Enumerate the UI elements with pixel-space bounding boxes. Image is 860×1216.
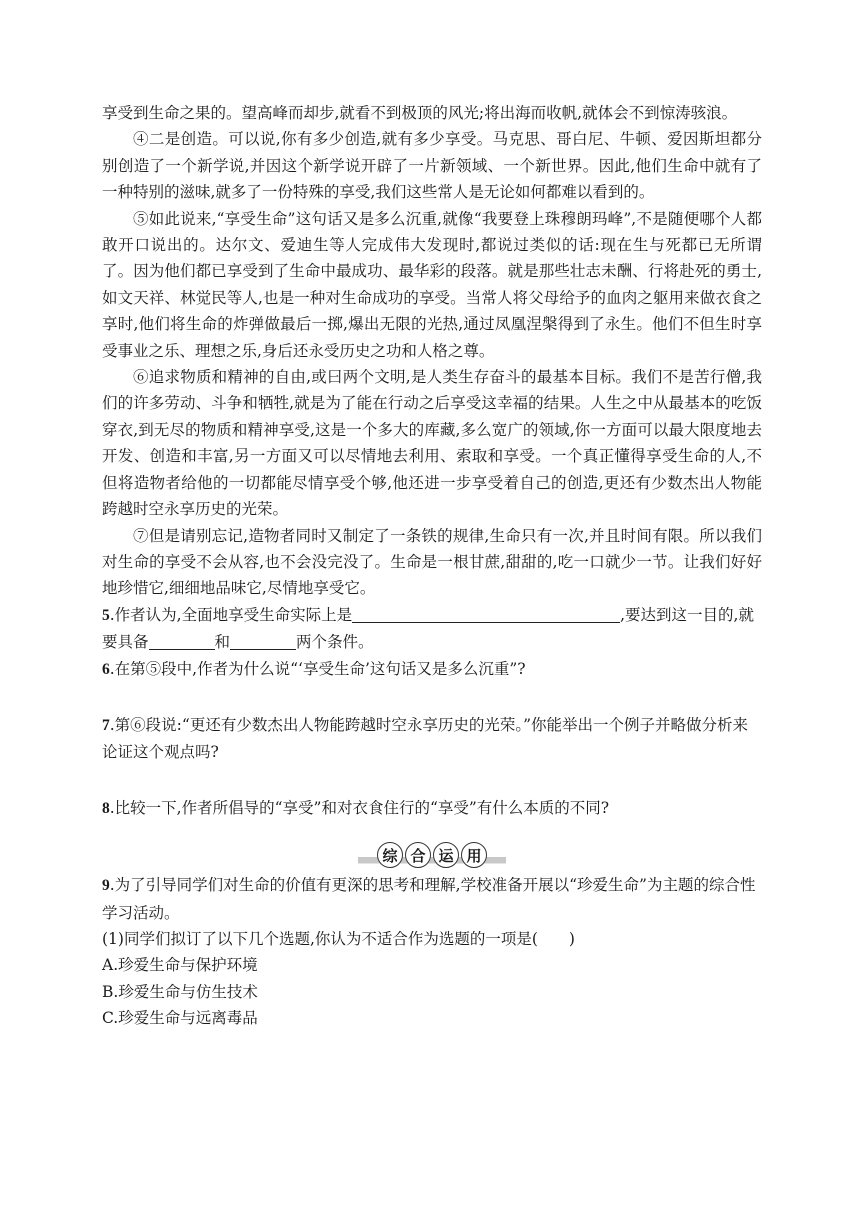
question-number: 6 [102,660,110,678]
question-number: 7 [102,716,110,734]
passage-paragraph-7: ⑦但是请别忘记,造物者同时又制定了一条铁的规律,生命只有一次,并且时间有限。所以我们对生命的享受不会从容,也不会没完没了。生命是一根甘蔗,甜甜的,吃一口就少一节。让我们好好地珍惜它,细细地品味它,尽情地享受它。 [102,526,762,598]
section-banner-title [358,842,506,868]
passage-paragraph-intro: 享受到生命之果的。望高峰而却步,就看不到极顶的风光;将出海而收帆,就体会不到惊涛骇浪。 [102,104,738,122]
option-b[interactable]: B.珍爱生命与仿生技术 [102,982,258,1001]
banner-char: 合 [405,842,431,868]
question-number: 9 [102,877,110,895]
option-c[interactable]: C.珍爱生命与远离毒品 [102,1009,258,1028]
question-9 [102,872,762,926]
question-text: ,要达到这一目的,就要具备 [102,605,754,652]
question-5 [102,602,762,656]
question-text: .第⑥段说:“更还有少数杰出人物能跨越时空永享历史的光荣。”你能举出一个例子并略做分析来论证这个观点吗? [102,715,749,762]
answer-blank[interactable] [230,631,296,650]
banner-char: 运 [433,842,459,868]
question-text: .为了引导同学们对生命的价值有更深的思考和理解,学校准备开展以“珍爱生命”为主题的综合性学习活动。 [102,876,756,922]
question-text: 和 [214,633,231,652]
passage-paragraph-6: ⑥追求物质和精神的自由,或曰两个文明,是人类生存奋斗的最基本目标。我们不是苦行僧,我们的许多劳动、斗争和牺牲,就是为了能在行动之后享受这幸福的结果。人生之中从最基本的吃饭穿衣,到无尽的物质和精神享受,这是一个多大的库藏,多么宽广的领域,你一方面可以最大限度地去开发、创造和丰富,另一方面又可以尽情地去利用、索取和享受。一个真正懂得享受生命的人,不但将造物者给他的一切都能尽情享受个够,他还进一步享受着自己的创造,更还有少数杰出人物能跨越时空永享历史的光荣。 [102,368,762,519]
answer-blank[interactable] [352,604,620,623]
question-9-sub-1: (1)同学们拟订了以下几个选题,你认为不适合作为选题的一项是( ) [102,929,575,948]
content-column [102,100,762,1032]
question-text: .作者认为,全面地享受生命实际上是 [109,605,353,624]
question-number: 8 [102,799,110,817]
banner-char: 用 [461,842,487,868]
passage-paragraph-5: ⑤如此说来,“享受生命”这句话又是多么沉重,就像“我要登上珠穆朗玛峰”,不是随便哪个人都敢开口说出的。达尔文、爱迪生等人完成伟大发现时,都说过类似的话:现在生与死都已无所谓了。因为他们都已享受到了生命中最成功、最华彩的段落。就是那些壮志未酬、行将赴死的勇士,如文天祥、林觉民等人,也是一种对生命成功的享受。当常人将父母给予的血肉之躯用来做衣食之享时,他们将生命的炸弹做最后一掷,爆出无限的光热,通过凤凰涅槃得到了永生。他们不但生时享受事业之乐、理想之乐,身后还永受历史之功和人格之尊。 [102,209,762,360]
question-text: .比较一下,作者所倡导的“享受”和对衣食住行的“享受”有什么本质的不同? [109,798,610,817]
answer-blank[interactable] [149,631,215,650]
question-8 [102,795,762,822]
passage-paragraph-4: ④二是创造。可以说,你有多少创造,就有多少享受。马克思、哥白尼、牛顿、爱因斯坦都分别创造了一个新学说,并因这个新学说开辟了一片新领域、一个新世界。因此,他们生命中就有了一种特别的滋味,就多了一份特殊的享受,我们这些常人是无论如何都难以看到的。 [102,130,762,202]
question-6 [102,656,762,683]
section-banner [102,842,762,868]
answer-space[interactable] [102,683,762,712]
question-text: .在第⑤段中,作者为什么说“‘享受生命’这句话又是多么沉重”? [109,659,526,678]
option-a[interactable]: A.珍爱生命与保护环境 [102,956,258,975]
question-number: 5 [102,606,110,624]
answer-space[interactable] [102,766,762,795]
question-7 [102,712,762,766]
question-text: 两个条件。 [296,633,374,652]
banner-char: 综 [377,842,403,868]
